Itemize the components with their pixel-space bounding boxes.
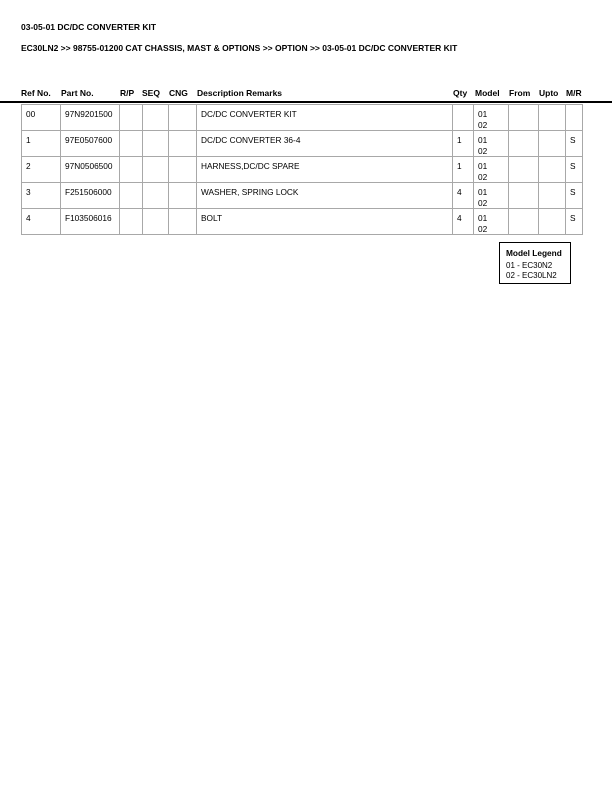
cell-part-no: F251506000 — [61, 183, 120, 209]
breadcrumb: EC30LN2 >> 98755-01200 CAT CHASSIS, MAST & OPTIONS >> OPTION >> 03-05-01 DC/DC CONVERTER KIT — [21, 43, 458, 53]
table-row[interactable] — [22, 183, 583, 209]
model-legend-title: Model Legend — [506, 248, 562, 258]
cell-seq — [143, 131, 169, 157]
cell-description: BOLT — [197, 209, 453, 235]
cell-rp — [120, 183, 143, 209]
cell-model: 01 02 — [474, 131, 509, 157]
cell-seq — [143, 157, 169, 183]
cell-ref-no: 2 — [22, 157, 61, 183]
cell-cng — [169, 105, 197, 131]
cell-from — [509, 209, 539, 235]
cell-cng — [169, 209, 197, 235]
parts-table — [21, 104, 583, 235]
cell-mr: S — [566, 131, 583, 157]
column-header-part-no: Part No. — [61, 88, 94, 98]
cell-rp — [120, 105, 143, 131]
cell-upto — [539, 105, 566, 131]
cell-qty: 1 — [453, 131, 474, 157]
column-header-from: From — [509, 88, 531, 98]
cell-upto — [539, 157, 566, 183]
cell-cng — [169, 183, 197, 209]
cell-from — [509, 131, 539, 157]
cell-mr — [566, 105, 583, 131]
cell-description: HARNESS,DC/DC SPARE — [197, 157, 453, 183]
cell-ref-no: 1 — [22, 131, 61, 157]
cell-upto — [539, 131, 566, 157]
cell-part-no: 97N0506500 — [61, 157, 120, 183]
cell-cng — [169, 131, 197, 157]
column-header-description: Description Remarks — [197, 88, 283, 98]
cell-seq — [143, 105, 169, 131]
table-row[interactable] — [22, 131, 583, 157]
cell-mr: S — [566, 183, 583, 209]
cell-qty: 4 — [453, 209, 474, 235]
cell-rp — [120, 131, 143, 157]
cell-from — [509, 157, 539, 183]
cell-part-no: 97E0507600 — [61, 131, 120, 157]
model-legend-item: 01 - EC30N2 — [506, 261, 553, 270]
cell-mr: S — [566, 157, 583, 183]
column-header-mr: M/R — [566, 88, 582, 98]
cell-model: 01 02 — [474, 209, 509, 235]
table-row[interactable] — [22, 209, 583, 235]
column-header-ref-no: Ref No. — [21, 88, 51, 98]
column-header-qty: Qty — [453, 88, 468, 98]
model-legend — [499, 242, 571, 284]
cell-cng — [169, 157, 197, 183]
model-legend-item: 02 - EC30LN2 — [506, 271, 557, 280]
cell-description: DC/DC CONVERTER 36-4 — [197, 131, 453, 157]
cell-description: WASHER, SPRING LOCK — [197, 183, 453, 209]
cell-ref-no: 4 — [22, 209, 61, 235]
cell-seq — [143, 183, 169, 209]
cell-upto — [539, 209, 566, 235]
cell-model: 01 02 — [474, 105, 509, 131]
cell-from — [509, 105, 539, 131]
column-header-upto: Upto — [539, 88, 559, 98]
cell-description: DC/DC CONVERTER KIT — [197, 105, 453, 131]
cell-rp — [120, 209, 143, 235]
cell-ref-no: 00 — [22, 105, 61, 131]
table-row[interactable] — [22, 157, 583, 183]
cell-qty: 4 — [453, 183, 474, 209]
cell-part-no: 97N9201500 — [61, 105, 120, 131]
column-header-model: Model — [475, 88, 500, 98]
cell-model: 01 02 — [474, 157, 509, 183]
header-divider — [0, 101, 612, 103]
column-header-cng: CNG — [169, 88, 188, 98]
cell-qty — [453, 105, 474, 131]
cell-upto — [539, 183, 566, 209]
page-title: 03-05-01 DC/DC CONVERTER KIT — [21, 22, 157, 32]
cell-from — [509, 183, 539, 209]
cell-qty: 1 — [453, 157, 474, 183]
cell-mr: S — [566, 209, 583, 235]
column-header-seq: SEQ — [142, 88, 160, 98]
cell-model: 01 02 — [474, 183, 509, 209]
cell-seq — [143, 209, 169, 235]
column-header-rp: R/P — [120, 88, 135, 98]
table-row[interactable] — [22, 105, 583, 131]
cell-ref-no: 3 — [22, 183, 61, 209]
cell-part-no: F103506016 — [61, 209, 120, 235]
cell-rp — [120, 157, 143, 183]
